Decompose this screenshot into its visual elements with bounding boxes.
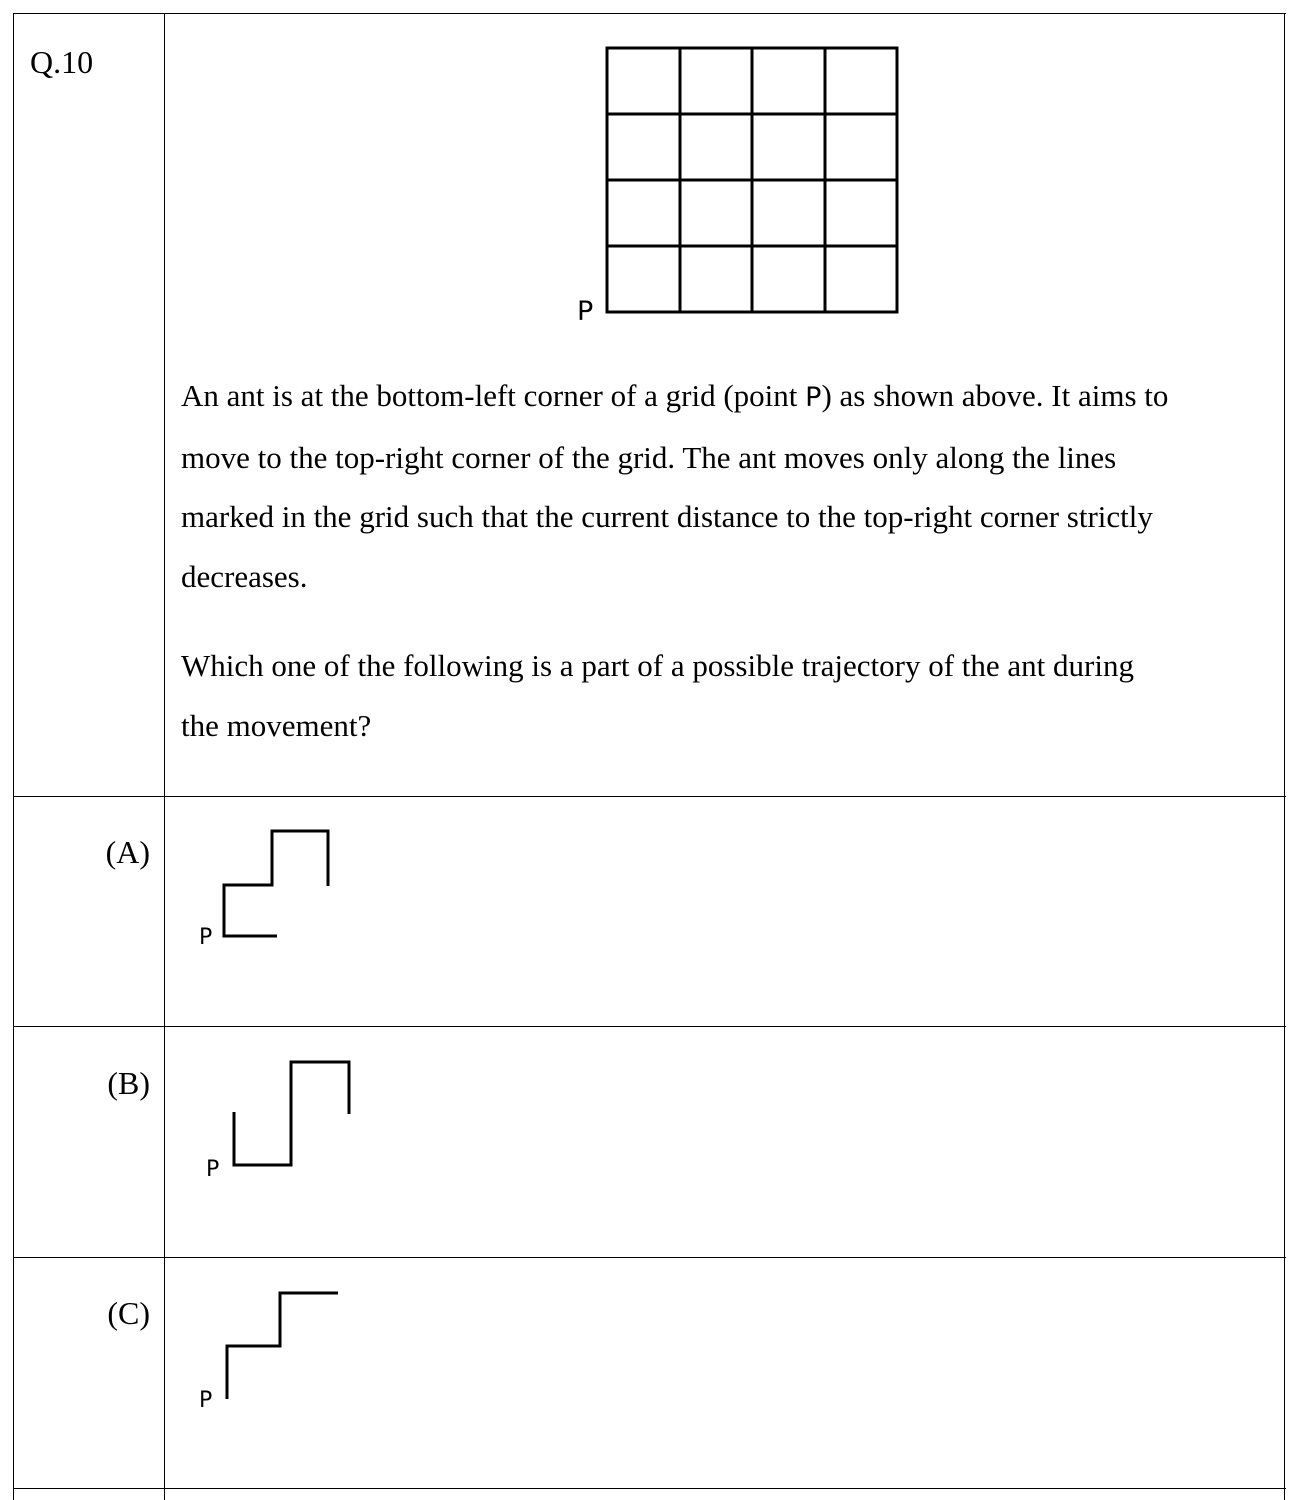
table-column-divider (164, 13, 165, 1500)
table-divider-a (13, 1026, 1286, 1027)
table-divider-b (13, 1257, 1286, 1258)
grid-lines (607, 48, 897, 312)
table-divider-question (13, 796, 1286, 797)
option-b-point-p-label: P (206, 1157, 220, 1182)
question-line-3: marked in the grid such that the current distance to the top-right corner strictly (181, 499, 1153, 534)
option-a-path (224, 831, 328, 936)
question-paragraph-1 (181, 366, 1271, 606)
question-paragraph-2 (181, 636, 1271, 755)
question-line-1-end: ) as shown above. It aims to (821, 378, 1169, 413)
option-b-label[interactable]: (B) (107, 1065, 150, 1101)
question-line-6: the movement? (181, 707, 372, 743)
option-c-label[interactable]: (C) (107, 1295, 150, 1331)
question-line-4: decreases. (181, 558, 308, 594)
table-border-right (1284, 13, 1285, 1500)
question-line-1 (181, 366, 1271, 428)
option-c-path (227, 1293, 338, 1399)
option-a-label[interactable]: (A) (105, 834, 150, 870)
option-b-path (234, 1062, 349, 1165)
table-border-top (13, 13, 1286, 14)
grid-figure (560, 40, 920, 340)
option-b-trajectory[interactable] (195, 1050, 365, 1190)
option-c-point-p-label: P (199, 1388, 213, 1413)
question-number: Q.10 (30, 44, 94, 80)
point-p-inline: P (805, 382, 822, 413)
question-line-1-start: An ant is at the bottom-left corner of a grid (point (181, 378, 806, 413)
question-line-2: move to the top-right corner of the grid. The ant moves only along the lines (181, 439, 1117, 475)
option-c-trajectory[interactable] (190, 1280, 350, 1420)
table-border-left (13, 13, 14, 1500)
question-line-5: Which one of the following is a part of a possible trajectory of the ant during (181, 648, 1134, 683)
grid-point-p-label: P (577, 296, 594, 327)
option-a-trajectory[interactable] (190, 820, 350, 960)
table-divider-c (13, 1488, 1286, 1489)
option-a-point-p-label: P (199, 925, 213, 950)
